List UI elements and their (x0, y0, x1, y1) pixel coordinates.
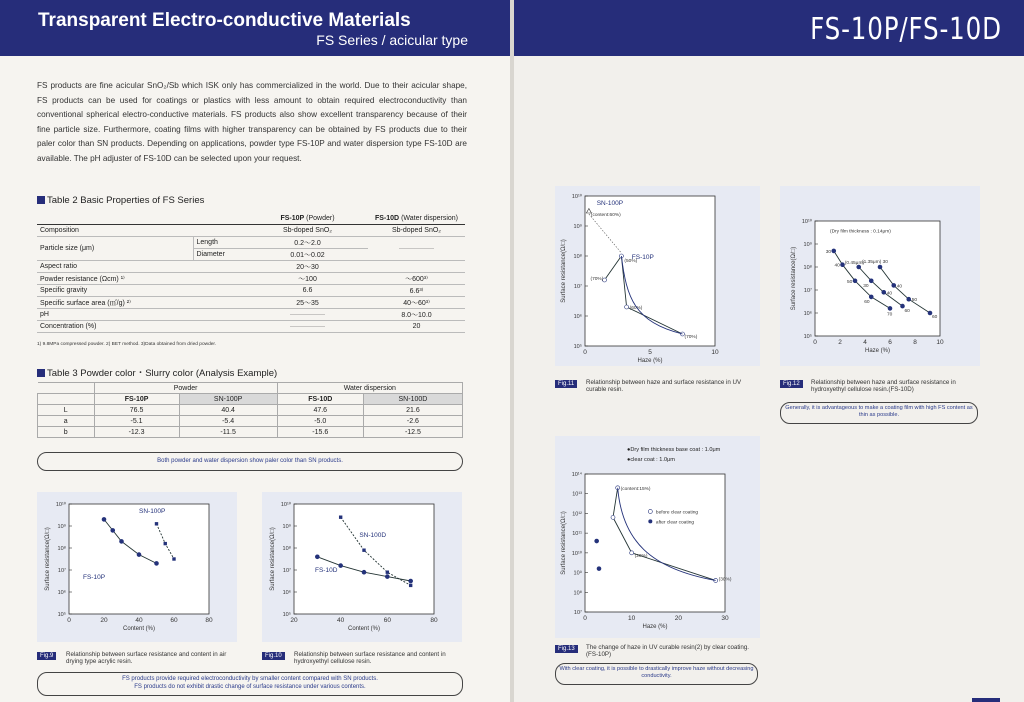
data-point (172, 557, 175, 560)
x-axis-label: Content (%) (347, 626, 381, 632)
data-point (409, 584, 412, 587)
fig13-note: With clear coating, it is possible to drastically improve haze without decreasing conductivity. (555, 663, 758, 685)
data-point (832, 249, 836, 253)
data-point (892, 283, 896, 287)
fig11-box (555, 186, 760, 366)
y-tick-label: 10⁹ (573, 570, 582, 577)
section-square-icon (37, 196, 45, 204)
plot-area (69, 504, 209, 614)
color-table (37, 382, 463, 438)
chart-legend: (Dry film thickness : 0.14μm) (830, 229, 891, 235)
y-tick-label: 10⁷ (57, 568, 66, 574)
data-point (882, 290, 886, 294)
data-point (120, 539, 124, 543)
table-row: a -5.1 -5.4 -5.0 -2.6 (38, 416, 463, 427)
legend-entry: before clear coating (655, 510, 699, 516)
x-tick-label: 6 (888, 339, 892, 346)
plot-area (585, 474, 725, 612)
data-point (111, 528, 115, 532)
series-name: SN-100D (359, 532, 387, 539)
x-tick-label: 40 (135, 617, 143, 624)
x-axis-label: Haze (%) (637, 358, 663, 364)
y-axis-label: Surface resistance(Ω/□) (561, 511, 567, 575)
data-label: 60 (932, 315, 938, 320)
data-point (853, 279, 857, 283)
data-point (137, 553, 141, 557)
fig9-label: Fig.9 (37, 652, 56, 660)
data-label: 50 (847, 279, 853, 285)
fig10-label: Fig.10 (262, 652, 285, 660)
table-group-row: Powder Water dispersion (38, 383, 463, 394)
data-label: 40 (896, 284, 903, 290)
y-tick-label: 10⁹ (573, 224, 582, 230)
data-label: (20%) (634, 553, 648, 559)
fig12-caption: Relationship between haze and surface resistance in hydroxyethyl cellulose resin.(FS-10D) (811, 379, 956, 393)
fig11-chart (555, 186, 760, 366)
table-row: L 76.5 40.4 47.6 21.6 (38, 405, 463, 416)
properties-table (37, 212, 465, 333)
y-tick-label: 10⁵ (282, 612, 291, 618)
table-row: Composition Sb-doped SnO₂ Sb-doped SnO₂ (37, 225, 465, 237)
data-point (155, 522, 158, 525)
table-row: b -12.3 -11.5 -15.6 -12.5 (38, 427, 463, 438)
left-page (0, 0, 510, 702)
legend-entry: after clear coating (655, 520, 695, 526)
legend-line-2: ●clear coat : 1.0μm (627, 457, 675, 463)
y-axis-label: Surface resistance(Ω/□) (791, 246, 797, 311)
x-tick-label: 10 (711, 349, 719, 356)
y-tick-label: 10⁶ (803, 311, 812, 317)
y-tick-label: 10⁸ (282, 546, 291, 552)
fig11-label: Fig.11 (555, 380, 577, 388)
data-point (597, 567, 601, 571)
x-tick-label: 4 (863, 339, 867, 346)
table-row: Specific surface area (㎡/g) ²⁾ 25～35 40～60³⁾ (37, 297, 465, 309)
y-tick-label: 10⁶ (57, 590, 66, 596)
data-point (102, 517, 106, 521)
data-label: (70%) (590, 277, 604, 282)
section-square-icon (37, 369, 45, 377)
y-tick-label: 10⁹ (57, 524, 66, 530)
y-tick-label: 10⁵ (57, 612, 66, 618)
y-tick-label: 10¹⁰ (280, 502, 291, 508)
x-tick-label: 80 (430, 617, 438, 624)
fig13-box (555, 436, 760, 638)
x-tick-label: 0 (67, 617, 71, 624)
data-point (362, 549, 365, 552)
plot-area (585, 196, 715, 346)
fig12-box (780, 186, 980, 366)
x-tick-label: 8 (913, 339, 917, 346)
fig13-caption: The change of haze in UV curable resin(2) by clear coating. (FS-10P) (586, 644, 750, 658)
x-tick-label: 20 (290, 617, 298, 624)
y-tick-label: 10¹⁰ (801, 219, 812, 225)
table-header-row: FS-10P (Powder) FS-10D (Water dispersion) (37, 212, 465, 225)
fig10-box (262, 492, 462, 642)
y-tick-label: 10¹⁰ (571, 194, 582, 200)
data-label: (30%) (718, 577, 732, 583)
y-tick-label: 10⁹ (282, 524, 291, 530)
table2-title: Table 2 Basic Properties of FS Series (37, 195, 204, 206)
bottom-note: FS products provide required electroconductivity by smaller content compared with SN products. FS products do not exhibit drastic change of surface resistance under various contents. (37, 672, 463, 696)
legend-marker-open (648, 509, 652, 513)
plot-area (815, 221, 940, 336)
fig9-chart (37, 492, 237, 642)
table3-title: Table 3 Powder color・Slurry color (Analysis Example) (37, 365, 277, 379)
fig12-chart (780, 186, 980, 366)
x-tick-label: 40 (337, 617, 345, 624)
fig12-label: Fig.12 (780, 380, 803, 388)
intro-paragraph: FS products are fine acicular SnO₂/Sb which ISK only has commercialized in the world. Due to their acicular shape, FS products can be used for coatings or plastics with less amount to obtain required electroconductivity than conventional spherical electro-conductive materials. FS products also show excellent transparency because of their fine particle size. Furthermore, coating films with higher transparency can be obtained by FS products due to their paler color than SN products. Depending on applications, powder type FS-10P and water dispersion type FS-10D are available. The pH adjuster of FS-10D can be selected upon your request. (37, 81, 467, 163)
data-point (362, 570, 366, 574)
data-point (869, 295, 873, 299)
data-label: (1.35μm) 30 (862, 260, 888, 265)
y-tick-label: 10⁸ (573, 254, 582, 260)
y-tick-label: 10⁹ (803, 242, 812, 248)
y-tick-label: 10⁷ (573, 610, 582, 616)
right-title-banner (514, 0, 1024, 56)
table-header-row: FS-10P SN-100P FS-10D SN-100D (38, 394, 463, 405)
data-point (339, 516, 342, 519)
x-tick-label: 2 (838, 339, 842, 346)
x-tick-label: 0 (583, 615, 587, 622)
table3-note: Both powder and water dispersion show paler color than SN products. (37, 452, 463, 471)
x-tick-label: 5 (648, 349, 652, 356)
data-point (155, 561, 159, 565)
table2-footnote: 1) 9.8MPa compressed powder. 2) BET method. 3)Data obtained from dried powder. (37, 342, 217, 347)
data-label: 40 (834, 263, 840, 269)
y-tick-label: 10¹¹ (572, 531, 582, 538)
data-label: (content:15%) (620, 486, 651, 492)
data-point (409, 579, 413, 583)
data-label: 30 (863, 283, 869, 289)
y-axis-label: Surface resistance(Ω/□) (561, 239, 567, 303)
x-axis-label: Haze (%) (642, 624, 668, 630)
y-tick-label: 10⁵ (803, 334, 812, 340)
data-point (878, 265, 882, 269)
y-tick-label: 10⁸ (803, 265, 812, 271)
right-page (514, 0, 1024, 702)
fig13-label: Fig.13 (555, 645, 578, 653)
table-row: Diameter 0.01～0.02 (37, 249, 465, 261)
x-tick-label: 0 (813, 339, 817, 346)
y-tick-label: 10⁷ (573, 284, 582, 290)
y-tick-label: 10⁷ (803, 288, 812, 294)
x-tick-label: 0 (583, 349, 587, 356)
series-name: SN-100P (139, 507, 166, 515)
y-tick-label: 10⁶ (573, 314, 582, 320)
data-label: (70%) (684, 335, 698, 340)
data-point (901, 304, 905, 308)
table-row: Aspect ratio 20～30 (37, 261, 465, 273)
data-label: (50%) (624, 259, 638, 264)
fig12-note: Generally, it is advantageous to make a coating film with high FS content as thin as possible. (780, 402, 978, 424)
x-tick-label: 20 (100, 617, 108, 624)
series-name: SN-100P (596, 200, 624, 207)
table-row: Particle size (μm) Length 0.2～2.0 ――――― (37, 237, 465, 249)
page-title: Transparent Electro-conductive Materials (38, 10, 411, 31)
y-tick-label: 10⁵ (573, 344, 582, 350)
fig10-caption: Relationship between surface resistance and content in hydroxyethyl cellulose resin. (294, 651, 446, 665)
y-tick-label: 10¹² (572, 511, 582, 518)
data-point (386, 571, 389, 574)
data-label: 50 (911, 298, 918, 304)
series-name: FS-10D (315, 567, 338, 575)
data-point (630, 551, 634, 555)
x-tick-label: 30 (721, 615, 729, 622)
y-axis-label: Surface resistance(Ω/□) (45, 527, 51, 591)
data-point (385, 575, 389, 579)
data-point (315, 555, 319, 559)
table-row: pH ――――― 8.0～10.0 (37, 309, 465, 321)
data-label: 70 (887, 312, 893, 318)
fig13-chart (555, 436, 760, 638)
data-point (164, 542, 167, 545)
y-axis-label: Surface resistance(Ω/□) (270, 527, 276, 591)
data-label: (0.45μm) (844, 261, 865, 266)
y-tick-label: 10⁸ (573, 590, 582, 597)
data-point (595, 539, 599, 543)
table-row: Specific gravity 6.6 6.6³⁾ (37, 285, 465, 297)
left-title-banner (0, 0, 510, 56)
x-tick-label: 10 (628, 615, 636, 622)
x-tick-label: 80 (205, 617, 213, 624)
table-row: Concentration (%) ――――― 20 (37, 321, 465, 333)
data-label: 60 (864, 299, 870, 305)
x-tick-label: 60 (383, 617, 391, 624)
series-name: FS-10P (631, 254, 654, 261)
fig11-caption: Relationship between haze and surface resistance in UV curable resin. (586, 379, 742, 393)
x-tick-label: 60 (170, 617, 178, 624)
x-axis-label: Haze (%) (864, 348, 891, 354)
x-tick-label: 10 (936, 339, 944, 346)
data-label: 60 (904, 309, 910, 315)
data-point (611, 515, 615, 519)
col-fs10p: FS-10P (280, 214, 305, 222)
fig9-box (37, 492, 237, 642)
x-axis-label: Content (%) (122, 626, 156, 632)
y-tick-label: 10¹⁴ (571, 472, 582, 478)
data-point (907, 297, 911, 301)
series-name: FS-10P (83, 573, 106, 581)
y-tick-label: 10⁷ (282, 568, 291, 574)
y-tick-label: 10¹⁰ (55, 502, 66, 508)
legend-line-1: ●Dry film thickness base coat : 1.0μm (627, 447, 721, 453)
data-label: 30 (825, 249, 832, 255)
data-point (625, 305, 629, 309)
plot-area (294, 504, 434, 614)
col-fs10d: FS-10D (374, 214, 400, 222)
data-label: (content:60%) (590, 213, 621, 218)
product-title: FS-10P/FS-10D (810, 12, 1002, 47)
data-label: (60%) (629, 306, 643, 311)
data-point (888, 306, 892, 310)
y-tick-label: 10⁸ (57, 546, 66, 552)
y-tick-label: 10⁶ (282, 590, 291, 596)
data-point (869, 279, 873, 283)
page-marker (972, 698, 1000, 702)
table-row: Powder resistance (Ωcm) ¹⁾ ～100 ～600³⁾ (37, 273, 465, 285)
x-tick-label: 20 (674, 615, 682, 622)
y-tick-label: 10¹³ (572, 491, 582, 498)
fig9-caption: Relationship between surface resistance and content in air drying type acrylic resin. (66, 651, 227, 665)
legend-marker-filled (648, 519, 652, 523)
page-subtitle: FS Series / acicular type (316, 32, 468, 48)
data-point (339, 564, 343, 568)
fig10-chart (262, 492, 462, 642)
data-label: 40 (886, 291, 893, 297)
y-tick-label: 10¹⁰ (571, 550, 582, 557)
